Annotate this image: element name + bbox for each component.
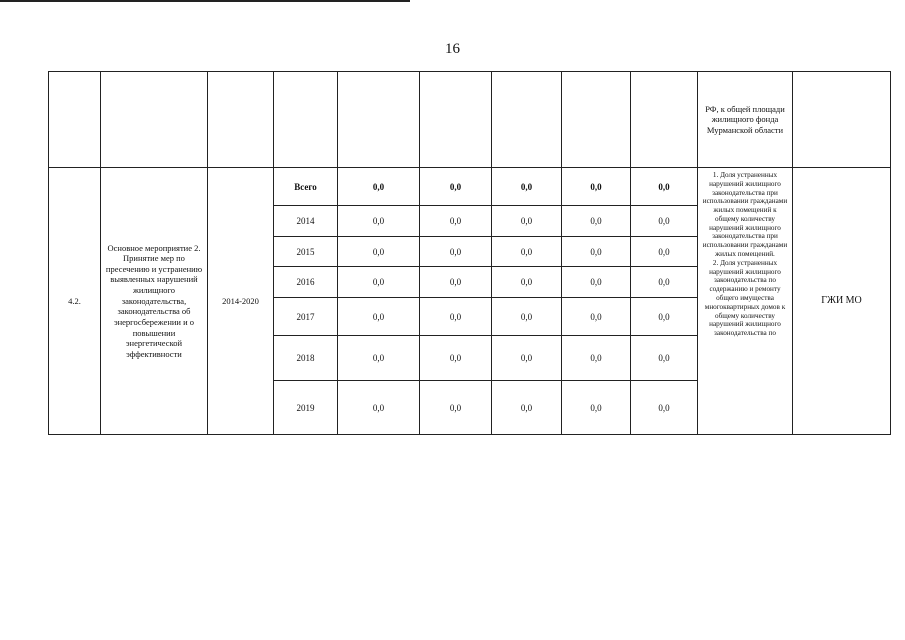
executor-cell: ГЖИ МО (793, 168, 891, 435)
value-cell: 0,0 (420, 336, 492, 381)
value-cell: 0,0 (631, 237, 698, 267)
value-cell: 0,0 (562, 267, 631, 298)
value-cell: 0,0 (338, 206, 420, 237)
period-cell: 2014-2020 (208, 168, 274, 435)
value-cell: 0,0 (338, 381, 420, 435)
header-cell-executor (793, 72, 891, 168)
activity-description: Основное мероприятие 2. Принятие мер по пресечению и устранению выявленных нарушений жилищного законодательства, законодательства об энергосбережении и о повышении энергетической эффективности (101, 168, 208, 435)
value-cell: 0,0 (562, 298, 631, 336)
value-cell: 0,0 (562, 381, 631, 435)
value-cell: 0,0 (420, 237, 492, 267)
value-cell: 0,0 (631, 168, 698, 206)
value-cell: 0,0 (492, 206, 562, 237)
year-cell: 2017 (274, 298, 338, 336)
year-cell: 2019 (274, 381, 338, 435)
year-cell: 2018 (274, 336, 338, 381)
value-cell: 0,0 (420, 267, 492, 298)
header-cell-source-4 (631, 72, 698, 168)
value-cell: 0,0 (631, 336, 698, 381)
year-cell: 2014 (274, 206, 338, 237)
header-cell-indicators: РФ, к общей площади жилищного фонда Мурманской области (698, 72, 793, 168)
value-cell: 0,0 (492, 336, 562, 381)
value-cell: 0,0 (631, 381, 698, 435)
value-cell: 0,0 (562, 206, 631, 237)
year-cell: 2016 (274, 267, 338, 298)
value-cell: 0,0 (420, 381, 492, 435)
header-cell-total (338, 72, 420, 168)
header-cell-year (274, 72, 338, 168)
year-cell: Всего (274, 168, 338, 206)
header-cell-source-3 (562, 72, 631, 168)
value-cell: 0,0 (631, 298, 698, 336)
value-cell: 0,0 (338, 298, 420, 336)
value-cell: 0,0 (492, 267, 562, 298)
program-table (48, 71, 891, 435)
value-cell: 0,0 (492, 298, 562, 336)
row-number: 4.2. (49, 168, 101, 435)
value-cell: 0,0 (492, 237, 562, 267)
value-cell: 0,0 (562, 168, 631, 206)
indicators-cell: 1. Доля устраненных нарушений жилищного законодательства при использовании гражданами жилых помещений к общему количеству нарушений жилищного законодательства при использовании гражданами жилых помещений. 2. Доля устраненных нарушений жилищного законодательства по содержанию и ремонту общего имущества многоквартирных домов к общему количеству нарушений жилищного законодательства по (698, 168, 793, 435)
value-cell: 0,0 (420, 206, 492, 237)
value-cell: 0,0 (631, 267, 698, 298)
value-cell: 0,0 (562, 336, 631, 381)
value-cell: 0,0 (338, 237, 420, 267)
page-number: 16 (445, 41, 460, 57)
value-cell: 0,0 (338, 267, 420, 298)
header-cell-number (49, 72, 101, 168)
header-cell-source-1 (420, 72, 492, 168)
value-cell: 0,0 (338, 168, 420, 206)
value-cell: 0,0 (562, 237, 631, 267)
header-cell-activity (101, 72, 208, 168)
year-cell: 2015 (274, 237, 338, 267)
header-cell-source-2 (492, 72, 562, 168)
value-cell: 0,0 (420, 298, 492, 336)
value-cell: 0,0 (420, 168, 492, 206)
value-cell: 0,0 (492, 381, 562, 435)
scan-top-rule (0, 0, 410, 2)
value-cell: 0,0 (338, 336, 420, 381)
value-cell: 0,0 (492, 168, 562, 206)
header-cell-period (208, 72, 274, 168)
value-cell: 0,0 (631, 206, 698, 237)
